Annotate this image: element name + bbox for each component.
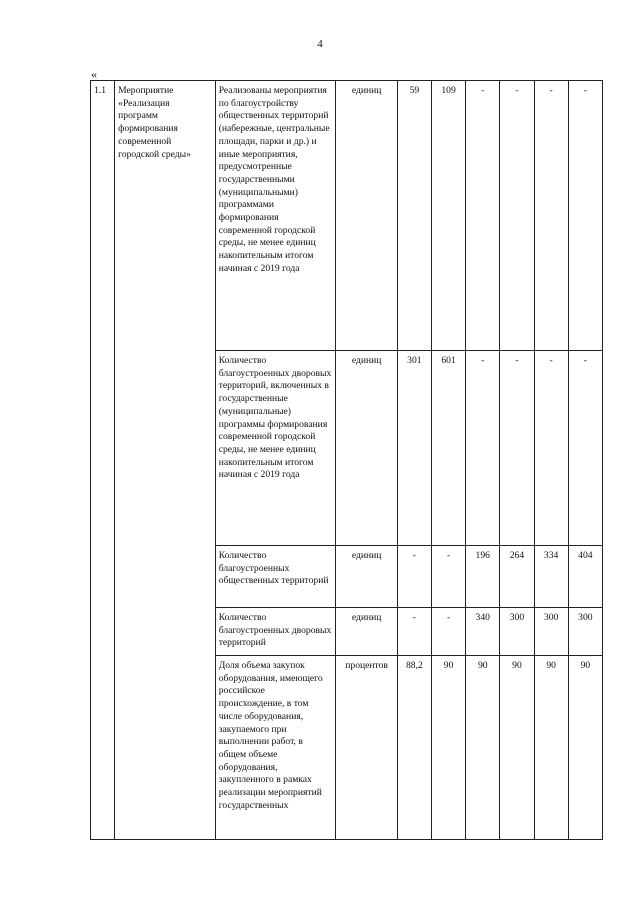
- value-cell: 601: [431, 351, 465, 546]
- value-cell: 264: [500, 546, 534, 608]
- table-row: [91, 81, 603, 351]
- page-number: 4: [317, 38, 323, 50]
- indicator-cell: Количество благоустроенных общественных территорий: [215, 546, 336, 608]
- value-cell: -: [397, 608, 431, 656]
- indicator-cell: Реализованы мероприятия по благоустройству общественных территорий (набережные, центральные площади, парки и др.) и иные мероприятия, предусмотренные государственными (муниципальными) программами формирования современной городской среды, не менее единиц накопительным итогом начиная с 2019 года: [215, 81, 336, 351]
- value-cell: 90: [500, 656, 534, 840]
- value-cell: 59: [397, 81, 431, 351]
- value-cell: 334: [534, 546, 568, 608]
- unit-cell: процентов: [336, 656, 397, 840]
- value-cell: 109: [431, 81, 465, 351]
- indicators-table: [90, 80, 603, 840]
- value-cell: -: [534, 81, 568, 351]
- value-cell: -: [466, 81, 500, 351]
- value-cell: 404: [568, 546, 602, 608]
- value-cell: -: [534, 351, 568, 546]
- value-cell: -: [397, 546, 431, 608]
- value-cell: 90: [466, 656, 500, 840]
- value-cell: -: [466, 351, 500, 546]
- value-cell: 300: [500, 608, 534, 656]
- indicator-cell: Количество благоустроенных дворовых территорий: [215, 608, 336, 656]
- value-cell: 90: [431, 656, 465, 840]
- value-cell: -: [500, 351, 534, 546]
- unit-cell: единиц: [336, 351, 397, 546]
- unit-cell: единиц: [336, 546, 397, 608]
- value-cell: 196: [466, 546, 500, 608]
- value-cell: -: [568, 351, 602, 546]
- indicator-cell: Доля объема закупок оборудования, имеющего российское происхождение, в том числе оборудования, закупаемого при выполнении работ, в общем объеме оборудования, закупленного в рамках реализации мероприятий государственных: [215, 656, 336, 840]
- value-cell: 340: [466, 608, 500, 656]
- opening-quote-mark: «: [91, 67, 97, 81]
- value-cell: -: [568, 81, 602, 351]
- indicator-cell: Количество благоустроенных дворовых территорий, включенных в государственные (муниципальные) программы формирования современной городской среды, не менее единиц накопительным итогом начиная с 2019 года: [215, 351, 336, 546]
- value-cell: -: [500, 81, 534, 351]
- event-name-cell: Мероприятие «Реализация программ формирования современной городской среды»: [115, 81, 216, 840]
- value-cell: -: [431, 608, 465, 656]
- value-cell: 90: [534, 656, 568, 840]
- unit-cell: единиц: [336, 81, 397, 351]
- value-cell: 300: [534, 608, 568, 656]
- row-number-cell: 1.1: [91, 81, 115, 840]
- value-cell: -: [431, 546, 465, 608]
- value-cell: 88,2: [397, 656, 431, 840]
- value-cell: 300: [568, 608, 602, 656]
- value-cell: 301: [397, 351, 431, 546]
- value-cell: 90: [568, 656, 602, 840]
- unit-cell: единиц: [336, 608, 397, 656]
